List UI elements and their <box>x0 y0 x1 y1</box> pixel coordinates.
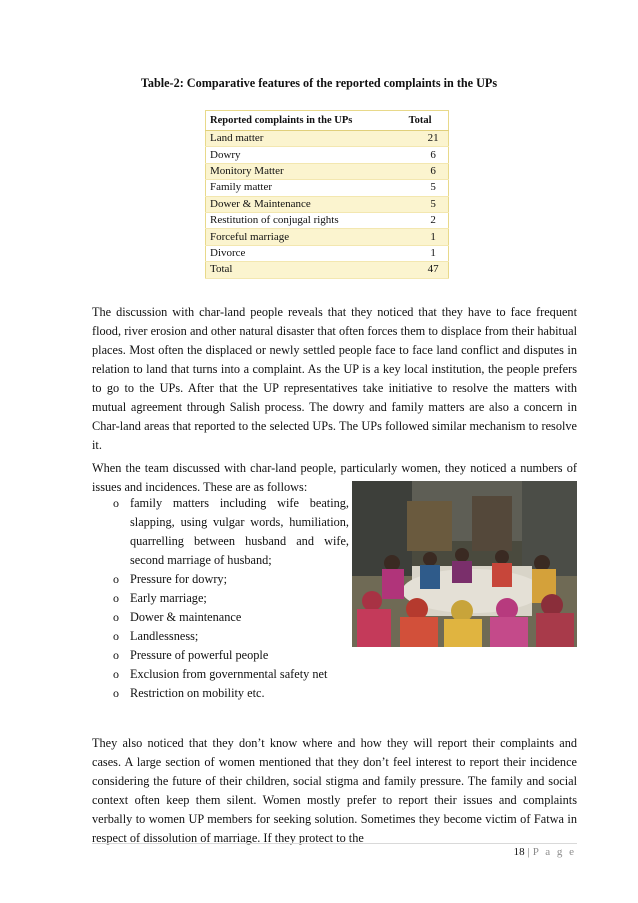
table-title: Table-2: Comparative features of the reported complaints in the UPs <box>140 76 498 90</box>
page-footer <box>514 846 576 858</box>
table-row <box>206 131 449 147</box>
list-item: o Pressure for dowry; <box>113 570 349 589</box>
list-item: o Restriction on mobility etc. <box>113 684 349 703</box>
list-item: o Landlessness; <box>113 627 349 646</box>
header-complaints: Reported complaints in the UPs <box>206 111 393 131</box>
complaint-cell: Divorce <box>206 245 393 261</box>
table-row <box>206 212 449 228</box>
complaint-cell: Restitution of conjugal rights <box>206 212 393 228</box>
table-body <box>206 131 449 279</box>
total-cell: 5 <box>392 180 448 196</box>
paragraph-reporting-barriers: They also noticed that they don’t know where and how they will report their complaints and cases. A large section of women mentioned that they don’t feel interest to report their incidence considering the future of their children, social stigma and family pressure. The family and social context often keep them silent. Women mostly prefer to report their issues and complaints verbally to women UP members for seeking solution. Sometimes they become victim of Fatwa in respect of dissolution of marriage. If they protect to the <box>92 736 577 845</box>
paragraph-char-land-discussion: The discussion with char-land people reveals that they noticed that they have to face frequent flood, river erosion and other natural disaster that often forces them to displace from their habitual places. Most often the displaced or newly settled people face to face land conflict and disputes in relation to land that turns into a complaint. As the UP is a key local institution, the people prefers to go to the UPs. After that the UP representatives take initiative to resolve the matters with mutual agreement through Salish process. The dowry and family matters are also a concern in Char-land areas that reported to the selected UPs. The UPs followed similar mechanism to resolve it. <box>92 305 577 452</box>
list-item: o Pressure of powerful people <box>113 646 349 665</box>
list-item: o Early marriage; <box>113 589 349 608</box>
complaints-table <box>205 110 449 279</box>
total-cell: 1 <box>392 229 448 245</box>
table-row <box>206 163 449 179</box>
total-cell: 2 <box>392 212 448 228</box>
table-header-row <box>206 111 449 131</box>
paragraph-issues-intro: When the team discussed with char-land people, particularly women, they noticed a numbers of issues and incidences. These are as follows: <box>92 461 577 494</box>
total-cell: 6 <box>392 163 448 179</box>
table-row <box>206 196 449 212</box>
table-row <box>206 229 449 245</box>
photo-women-meeting <box>352 481 577 647</box>
complaint-cell: Total <box>206 262 393 278</box>
complaint-cell: Land matter <box>206 131 393 147</box>
total-cell: 47 <box>392 262 448 278</box>
total-cell: 5 <box>392 196 448 212</box>
list-item: o family matters including wife beating, slapping, using vulgar words, humiliation, quarrelling between husband and wife, second marriage of husband; <box>113 494 349 570</box>
page-label: P a g e <box>532 846 576 858</box>
table-row <box>206 180 449 196</box>
footer-separator: | <box>527 846 530 858</box>
table-row <box>206 245 449 261</box>
total-cell: 21 <box>392 131 448 147</box>
complaint-cell: Monitory Matter <box>206 163 393 179</box>
complaint-cell: Forceful marriage <box>206 229 393 245</box>
footer-divider <box>92 843 577 844</box>
issues-list <box>113 494 349 703</box>
total-cell: 6 <box>392 147 448 163</box>
table-row <box>206 262 449 278</box>
header-total: Total <box>392 111 448 131</box>
total-cell: 1 <box>392 245 448 261</box>
complaint-cell: Family matter <box>206 180 393 196</box>
complaint-cell: Dower & Maintenance <box>206 196 393 212</box>
complaint-cell: Dowry <box>206 147 393 163</box>
list-item: o Dower & maintenance <box>113 608 349 627</box>
table-row <box>206 147 449 163</box>
list-item: o Exclusion from governmental safety net <box>113 665 349 684</box>
page-number: 18 <box>513 846 525 858</box>
